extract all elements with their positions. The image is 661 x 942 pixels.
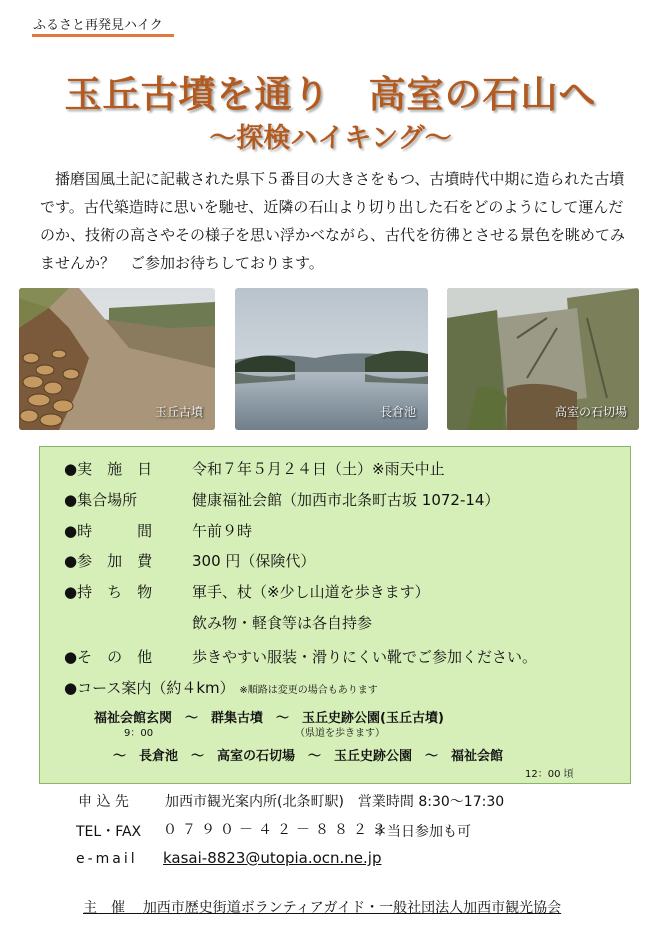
detail-course-row xyxy=(64,677,378,698)
detail-bring-label: ●持 ち 物 xyxy=(64,583,153,601)
detail-other-value: 歩きやすい服装・滑りにくい靴でご参加ください。 xyxy=(192,648,538,666)
detail-bring-value-2: 飲み物・軽食等は各自持参 xyxy=(192,614,373,632)
course-start-time: 9：00 xyxy=(124,728,154,739)
tel-value: ０７９０－４２－８８２３ xyxy=(163,822,391,838)
page-subtitle: ～探検ハイキング～ xyxy=(209,123,452,154)
detail-date-label: ●実 施 日 xyxy=(64,460,153,478)
detail-meet-row xyxy=(64,489,500,510)
course-route-line-1: 福祉会館玄関 ～ 群集古墳 ～ 玉丘史跡公園(玉丘古墳) xyxy=(94,711,444,726)
detail-date-value: 令和７年５月２４日（土）※雨天中止 xyxy=(192,460,445,478)
detail-bring-row xyxy=(64,581,430,602)
detail-meet-label: ●集合場所 xyxy=(64,491,138,509)
tel-label: TEL・FAX xyxy=(76,824,142,840)
tel-note: ＊当日参加も可 xyxy=(373,824,471,840)
detail-time-label: ●時 間 xyxy=(64,522,153,540)
course-route-note: （県道を歩きます） xyxy=(295,728,385,739)
photo-caption: 玉丘古墳 xyxy=(154,405,203,419)
page-title: 玉丘古墳を通り 高室の石山へ xyxy=(64,73,597,116)
email-label: e-mail xyxy=(76,851,138,867)
intro-text: 播磨国風土記に記載された県下５番目の大きさをもつ、古墳時代中期に造られた古墳です。古代築造時に思いを馳せ、近隣の石山より切り出した石をどのようにして運んだのか、技術の高さやその様子を思い浮かべながら、古代を彷彿とさせる景色を眺めてみませんか？ ご参加お待ちしております。 xyxy=(40,170,626,272)
apply-value: 加西市観光案内所(北条町駅) 営業時間 8:30～17:30 xyxy=(165,794,505,810)
series-label: ふるさと再発見ハイク xyxy=(33,18,163,33)
detail-meet-value: 健康福祉会館（加西市北条町古坂 1072-14） xyxy=(192,491,500,509)
detail-fee-row xyxy=(64,550,316,571)
event-details-box xyxy=(39,446,631,784)
host-label: 主 催 xyxy=(83,900,125,916)
detail-course-note: ※順路は変更の場合もあります xyxy=(239,685,378,696)
host-value: 加西市歴史街道ボランティアガイド・一般社団法人加西市観光協会 xyxy=(142,900,562,916)
course-end-time: 12：00 頃 xyxy=(525,769,574,780)
series-underline xyxy=(32,34,174,37)
photo-tamaoka-kofun xyxy=(19,288,215,430)
photo-caption: 高室の石切場 xyxy=(554,405,627,419)
photo-caption: 長倉池 xyxy=(379,405,416,419)
detail-other-row xyxy=(64,646,538,667)
course-route-line-2: ～ 長倉池 ～ 高室の石切場 ～ 玉丘史跡公園 ～ 福祉会館 xyxy=(113,749,504,764)
host-line xyxy=(83,897,561,917)
detail-course-label: ●コース案内（約４km） xyxy=(64,679,235,697)
detail-time-value: 午前９時 xyxy=(192,522,253,540)
detail-fee-value: 300 円（保険代） xyxy=(192,552,316,570)
detail-other-label: ●そ の 他 xyxy=(64,648,153,666)
detail-bring-value-1: 軍手、杖（※少し山道を歩きます） xyxy=(192,583,430,601)
detail-time-row xyxy=(64,520,253,541)
email-link[interactable]: kasai-8823@utopia.ocn.ne.jp xyxy=(163,849,382,867)
photo-nagakura-ike xyxy=(235,288,428,430)
apply-label: 申 込 先 xyxy=(78,794,129,810)
photo-takamuro-quarry xyxy=(447,288,639,430)
detail-fee-label: ●参 加 費 xyxy=(64,552,153,570)
detail-date-row xyxy=(64,458,445,479)
